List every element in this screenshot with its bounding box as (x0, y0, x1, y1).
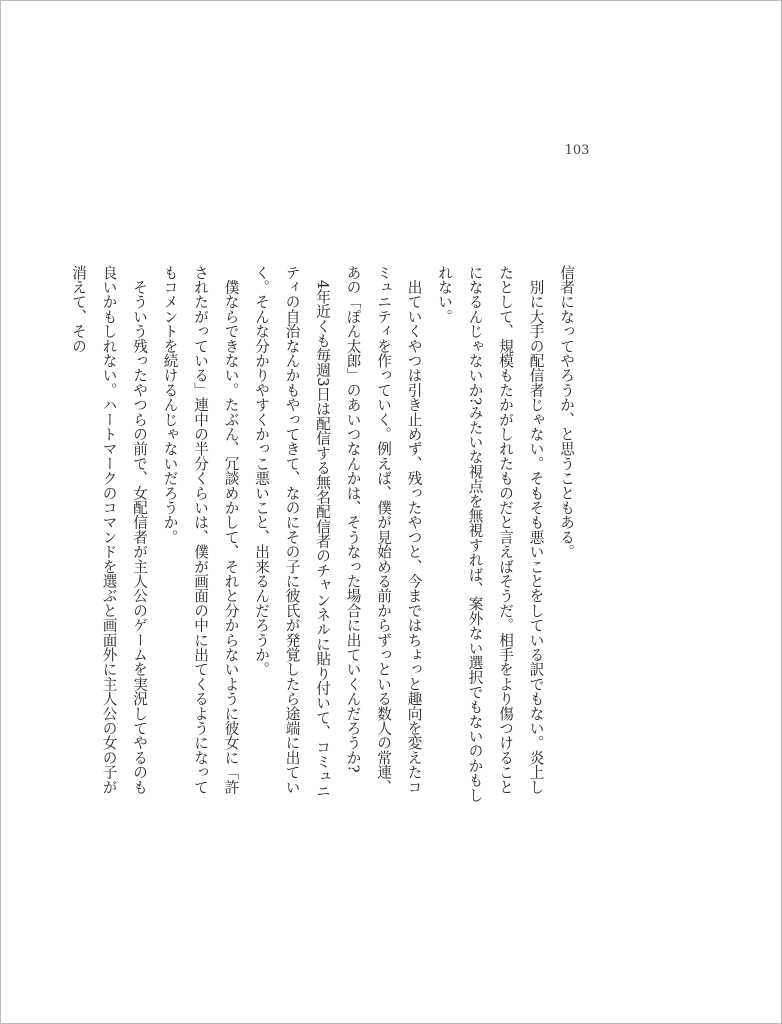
page-number: 103 (564, 143, 590, 158)
paragraph-3: 出ていくやつは引き止めず、残ったやつと、今まではちょっと趣向を変えたコミュニティを作っていく。例えば、僕が見始める前からずっといる数人の常連、あの「ぽん太郎」のあいつなんかは、そうなった場合に出ていくんだろうか? (344, 265, 423, 795)
paragraph-1: 信者になってやろうか、と思うこともある。 (558, 265, 575, 559)
paragraph-6: そういう残ったやつらの前で、女配信者が主人公のゲームを実況してやるのも良いかもしれない。ハートマークのコマンドを選ぶと画面外に主人公の女の子が消えて、その (70, 265, 148, 795)
paragraph-4: 4年近くも毎週3日は配信する無名配信者のチャンネルに貼り付いて、コミュニティの自治なんかもやってきて、なのにその子に彼氏が発覚したら途端に出ていく。そんな分かりやすくかっこ悪いこと、出来るんだろうか。 (253, 265, 331, 799)
paragraph-2: 別に大手の配信者じゃない。そもそも悪いことをしている訳でもない。炎上したとして、規模もたかがしれたものだと言えばそうだ。相手をより傷つけることになるんじゃないか?みたいな視点を無視すれば、案外ない選択でもないのかもしれない。 (436, 265, 545, 803)
body-text (63, 265, 582, 805)
paragraph-5: 僕ならできない。たぶん、冗談めかして、それと分からないように彼女に「許されたがっている」連中の半分くらいは、僕が画面の中に出てくるようになってもコメントを続けるんじゃないだろうか。 (161, 265, 240, 795)
